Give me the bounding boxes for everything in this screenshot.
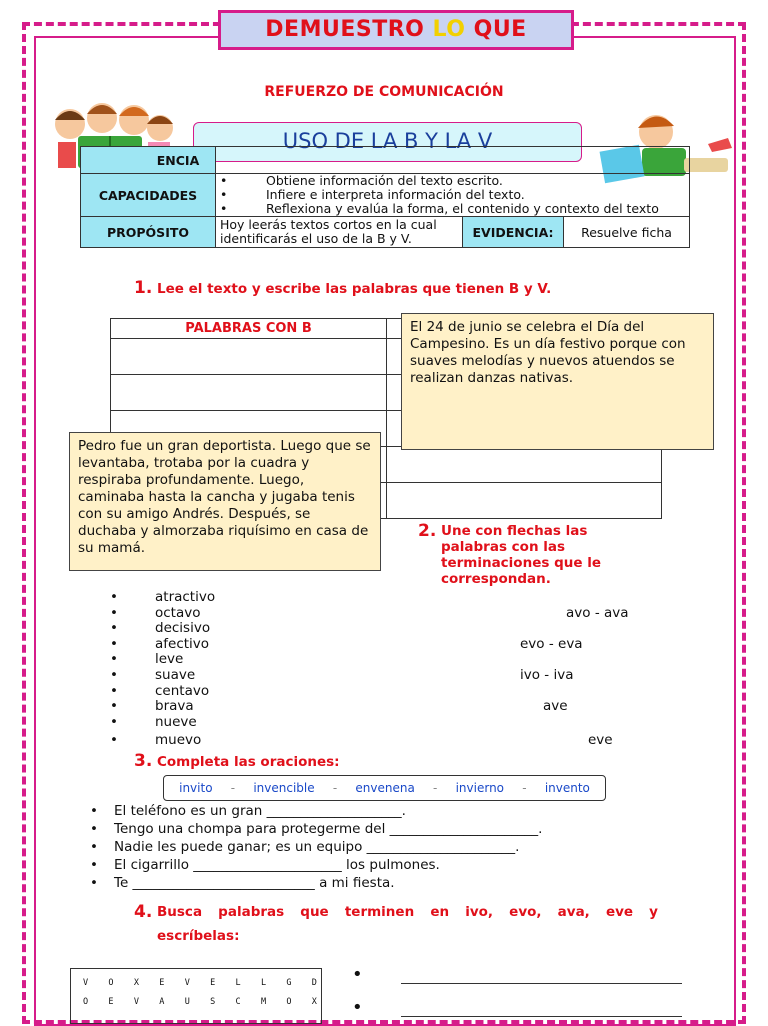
separator: - xyxy=(522,781,527,795)
word: afectivo xyxy=(155,635,210,652)
letter: G xyxy=(286,978,293,988)
word: leve xyxy=(155,651,184,668)
letter: X xyxy=(133,978,140,988)
word: muevo xyxy=(155,732,202,749)
word: nueve xyxy=(155,713,197,730)
letter: E xyxy=(159,978,166,988)
question-3 xyxy=(134,751,340,771)
letter: O xyxy=(108,978,115,988)
question-4 xyxy=(134,900,658,948)
letter: V xyxy=(184,978,191,988)
bullet: • xyxy=(110,620,118,637)
list-item xyxy=(110,733,215,749)
question-4-text: Busca palabras que terminen en ivo, evo, ava, eve y escríbelas: xyxy=(157,904,658,944)
sentence-text: Tengo una chompa para protegerme del ______________________. xyxy=(114,821,543,837)
list-item xyxy=(110,590,215,606)
list-item xyxy=(110,637,215,653)
bullet: • xyxy=(110,698,118,715)
question-1-text: Lee el texto y escribe las palabras que tienen B y V. xyxy=(157,281,552,297)
word: centavo xyxy=(155,682,210,699)
list-item xyxy=(110,699,215,715)
word-list xyxy=(110,590,215,749)
proposito-label: PROPÓSITO xyxy=(81,217,216,248)
answer-line[interactable] xyxy=(401,1016,682,1017)
bullet: • xyxy=(110,682,118,699)
sentence-text: El cigarrillo ______________________ los pulmones. xyxy=(114,857,440,873)
evidencia-value: Resuelve ficha xyxy=(564,217,690,248)
table-cell[interactable] xyxy=(387,447,662,483)
capacidad-text: Reflexiona y evalúa la forma, el contenido y contexto del texto xyxy=(266,201,659,216)
letter: U xyxy=(184,997,191,1007)
sentence-item xyxy=(92,839,519,855)
word-search-row xyxy=(83,997,318,1007)
letter: V xyxy=(133,997,140,1007)
list-item xyxy=(110,684,215,700)
table-cell[interactable] xyxy=(387,483,662,519)
sentence-text: El teléfono es un gran ____________________. xyxy=(114,803,406,819)
question-2-text: Une con flechas las palabras con las terminaciones que le correspondan. xyxy=(441,523,602,587)
question-1 xyxy=(134,278,551,298)
letter: O xyxy=(286,997,293,1007)
ending-evo-eva: evo - eva xyxy=(520,636,583,652)
ending-ivo-iva: ivo - iva xyxy=(520,667,574,683)
letter: D xyxy=(311,978,318,988)
answer-bullet: • xyxy=(352,964,363,985)
capacidad-item xyxy=(220,202,685,216)
letter: S xyxy=(210,997,217,1007)
bullet: • xyxy=(110,732,118,749)
capacidad-text: Infiere e interpreta información del texto. xyxy=(266,187,525,202)
competencia-label xyxy=(81,147,216,174)
letter: O xyxy=(83,997,90,1007)
letter: E xyxy=(210,978,217,988)
list-item xyxy=(110,668,215,684)
list-item xyxy=(110,715,215,731)
subtitle: REFUERZO DE COMUNICACIÓN xyxy=(264,84,504,100)
question-2-number: 2. xyxy=(418,521,437,541)
competencia-label-text: ENCIA xyxy=(156,152,200,168)
letter: C xyxy=(235,997,242,1007)
question-3-number: 3. xyxy=(134,751,153,771)
answer-line[interactable] xyxy=(401,983,682,984)
word-bank xyxy=(163,775,606,801)
letter: X xyxy=(311,997,318,1007)
word-search-row xyxy=(83,978,318,988)
separator: - xyxy=(332,781,338,795)
letter: E xyxy=(108,997,115,1007)
capacidad-item xyxy=(220,188,685,202)
list-item xyxy=(110,606,215,622)
bullet: • xyxy=(110,589,118,605)
evidencia-label: EVIDENCIA: xyxy=(463,217,564,248)
answer-bullet: • xyxy=(352,997,363,1018)
word-search-grid xyxy=(70,968,322,1024)
letter: A xyxy=(159,997,166,1007)
question-3-text: Completa las oraciones: xyxy=(157,754,340,770)
word: atractivo xyxy=(155,589,216,605)
sentence-text: Nadie les puede ganar; es un equipo ______________________. xyxy=(114,839,520,855)
letter: V xyxy=(83,978,90,988)
reading-text-pedro: Pedro fue un gran deportista. Luego que se levantaba, trotaba por la cuadra y respiraba profundamente. Luego, caminaba hasta la cancha y jugaba tenis con su amigo Andrés. Después, se duchaba y almorzaba riquísimo en casa de su mamá. xyxy=(69,432,381,571)
sentence-item xyxy=(92,803,406,819)
question-2 xyxy=(418,523,628,587)
separator: - xyxy=(433,781,438,795)
word-bank-item: invento xyxy=(544,781,590,795)
word: suave xyxy=(155,666,196,683)
question-1-number: 1. xyxy=(134,278,153,298)
word-bank-item: invito xyxy=(179,781,213,795)
bullet: • xyxy=(110,635,118,652)
bullet: • xyxy=(220,173,228,188)
sentence-item xyxy=(92,875,395,891)
ending-ave: ave xyxy=(543,698,568,714)
bullet: • xyxy=(110,604,118,621)
words-with-b-header: PALABRAS CON B xyxy=(111,319,387,339)
letter: M xyxy=(260,997,268,1007)
bullet: • xyxy=(220,201,228,216)
capacidades-label: CAPACIDADES xyxy=(81,174,216,217)
letter: L xyxy=(260,978,268,988)
question-4-number: 4. xyxy=(134,902,153,922)
competencia-value xyxy=(216,147,690,174)
info-table xyxy=(80,146,690,248)
letter: L xyxy=(235,978,242,988)
ending-avo-ava: avo - ava xyxy=(566,605,629,621)
word-bank-item: invencible xyxy=(253,781,315,795)
list-item xyxy=(110,652,215,668)
word: octavo xyxy=(155,604,201,621)
page-title xyxy=(218,10,574,50)
title-part-1: DEMUESTRO xyxy=(265,17,433,42)
table-cell[interactable] xyxy=(111,339,387,375)
word: decisivo xyxy=(155,620,211,637)
list-item xyxy=(110,621,215,637)
sentence-item xyxy=(92,857,440,873)
table-cell[interactable] xyxy=(111,375,387,411)
title-part-2: LO xyxy=(432,17,466,42)
topic-banner: USO DE LA B Y LA V xyxy=(193,122,582,162)
sentence-item xyxy=(92,821,542,837)
proposito-value: Hoy leerás textos cortos en la cual identificarás el uso de la B y V. xyxy=(216,217,463,248)
bullet: • xyxy=(220,187,228,202)
bullet: • xyxy=(110,651,118,668)
capacidad-text: Obtiene información del texto escrito. xyxy=(266,173,503,188)
ending-eve: eve xyxy=(588,732,613,748)
word: brava xyxy=(155,698,194,715)
capacidad-item xyxy=(220,174,685,188)
word-bank-item: envenena xyxy=(355,781,415,795)
bullet: • xyxy=(110,666,118,683)
capacidades-list xyxy=(216,174,690,217)
title-part-3: QUE xyxy=(465,17,527,42)
bullet: • xyxy=(110,713,118,730)
reading-text-campesino: El 24 de junio se celebra el Día del Campesino. Es un día festivo porque con suaves melodías y nuevos atuendos se realizan danzas nativas. xyxy=(401,313,714,450)
sentence-text: Te ___________________________ a mi fiesta. xyxy=(114,875,395,891)
word-bank-item: invierno xyxy=(455,781,505,795)
separator: - xyxy=(230,781,236,795)
